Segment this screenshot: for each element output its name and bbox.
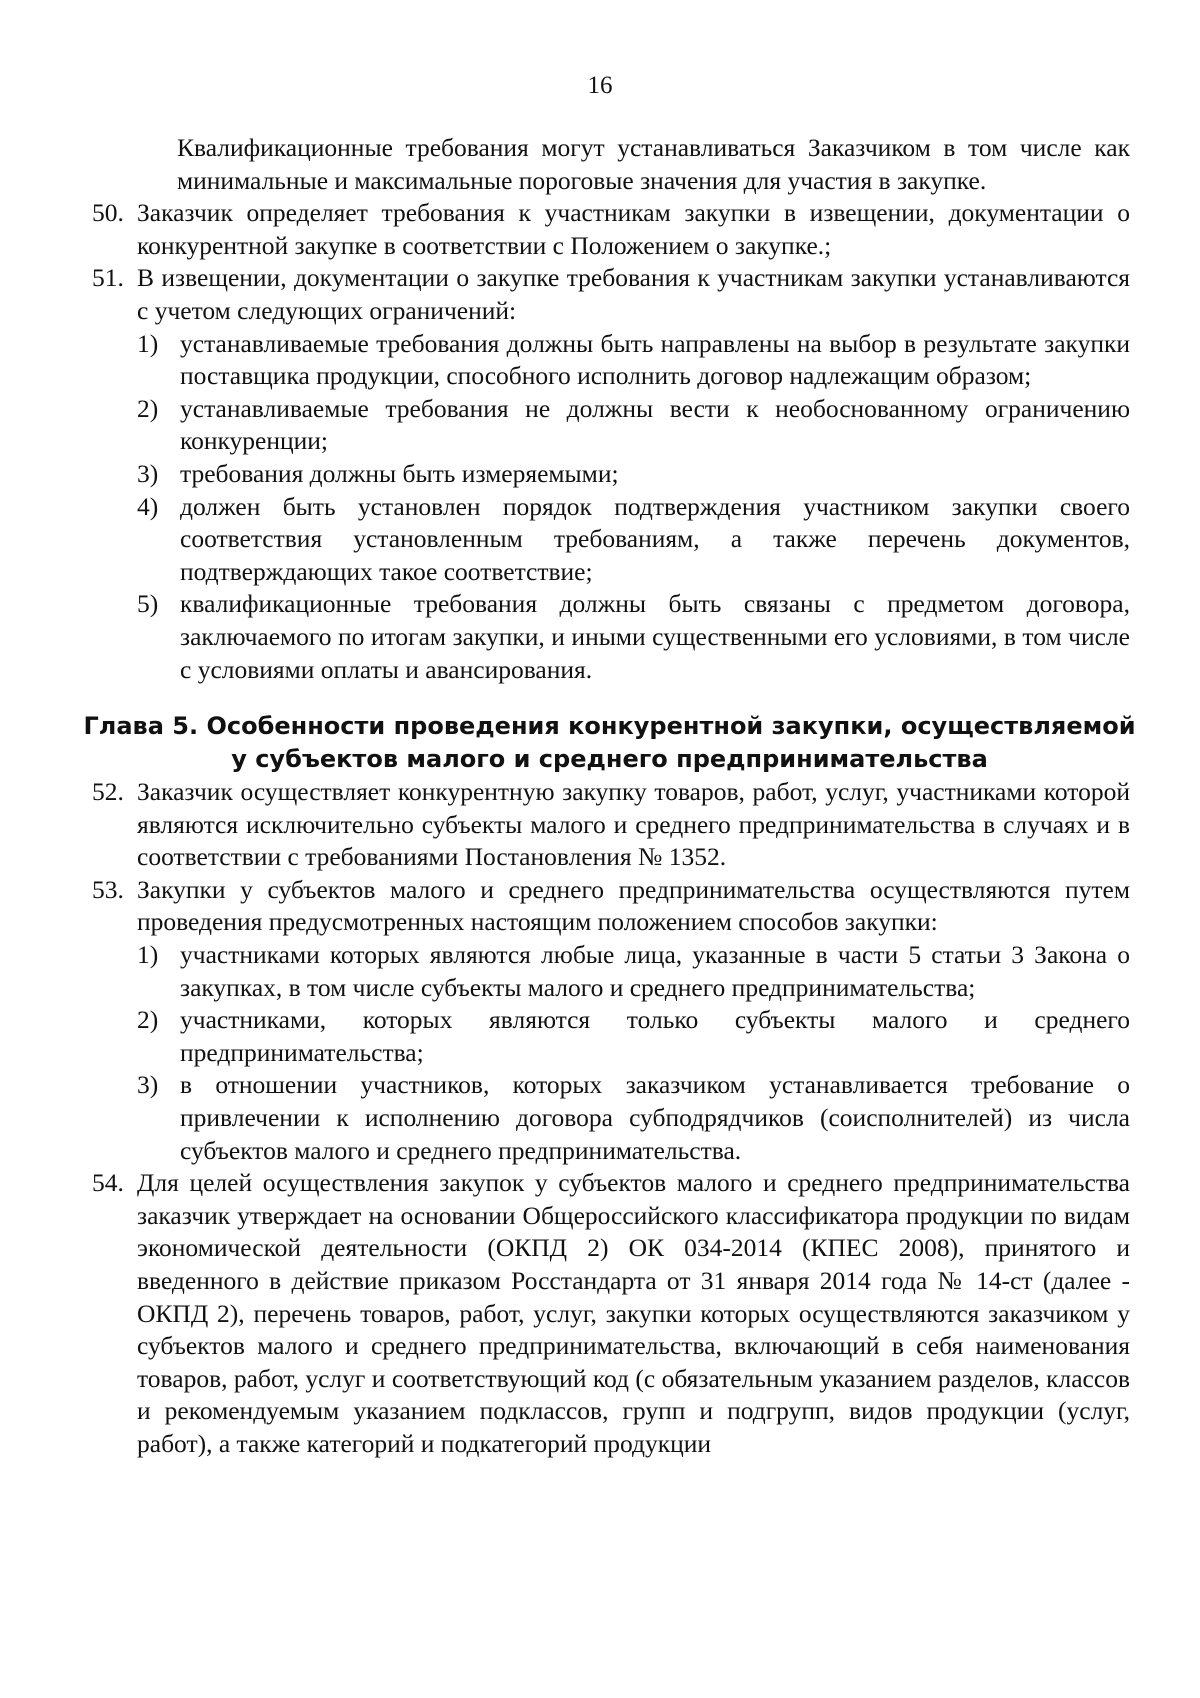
list-item bbox=[92, 1167, 1130, 1460]
item-number: 51. bbox=[92, 263, 124, 293]
numbered-paragraph bbox=[92, 1167, 1130, 1460]
sub-list-item bbox=[92, 491, 1130, 589]
numbered-list bbox=[92, 197, 1130, 686]
list-item bbox=[92, 776, 1130, 874]
list-item bbox=[92, 262, 1130, 686]
item-number: 54. bbox=[92, 1168, 124, 1198]
sub-list-item bbox=[92, 588, 1130, 686]
sub-item-text: квалификационные требования должны быть связаны с предметом договора, заключаемого по итогам закупки, и иными существенными его условиями, в том числе с условиями оплаты и авансирования. bbox=[180, 589, 1130, 684]
sub-item-text: должен быть установлен порядок подтверждения участником закупки своего соответствия установленным требованиям, а также перечень документов, подтверждающих такое соответствие; bbox=[180, 491, 1130, 586]
intro-paragraph: Квалификационные требования могут устанавливаться Заказчиком в том числе как минимальные и максимальные пороговые значения для участия в закупке. bbox=[177, 133, 1130, 195]
sub-item-text: устанавливаемые требования не должны вести к необоснованному ограничению конкуренции; bbox=[180, 393, 1130, 456]
sub-item-number: 3) bbox=[137, 1070, 159, 1100]
list-item bbox=[92, 874, 1130, 1167]
numbered-paragraph bbox=[92, 776, 1130, 874]
sub-item-text: в отношении участников, которых заказчиком устанавливается требование о привлечении к исполнению договора субподрядчиков (соисполнителей) из числа субъектов малого и среднего предпринимательства. bbox=[180, 1070, 1130, 1165]
numbered-paragraph bbox=[92, 262, 1130, 327]
item-text: Для целей осуществления закупок у субъектов малого и среднего предпринимательства заказчик утверждает на основании Общероссийского классификатора продукции по видам экономической деятельности (ОКПД 2) ОК 034-2014 (КПЕС 2008), принятого и введенного в действие приказом Росстандарта от 31 января 2014 года № 14-ст (далее - ОКПД 2), перечень товаров, работ, услуг, закупки которых осуществляются заказчиком у субъектов малого и среднего предпринимательства, включающий в себя наименования товаров, работ, услуг и соответствующий код (с обязательным указанием разделов, классов и рекомендуемым указанием подклассов, групп и подгрупп, видов продукции (услуг, работ), а также категорий и подкатегорий продукции bbox=[137, 1168, 1130, 1458]
sub-list-item bbox=[92, 328, 1130, 393]
sub-list-item bbox=[92, 393, 1130, 458]
sub-item-number: 1) bbox=[137, 940, 159, 970]
sub-list bbox=[92, 939, 1130, 1167]
sub-item-number: 3) bbox=[137, 458, 159, 488]
numbered-paragraph bbox=[92, 197, 1130, 262]
item-text: Заказчик определяет требования к участникам закупки в извещении, документации о конкурентной закупке в соответствии с Положением о закупке.; bbox=[137, 198, 1130, 260]
document-body bbox=[83, 132, 1136, 1461]
sub-list bbox=[92, 328, 1130, 687]
sub-list-item bbox=[92, 1069, 1130, 1167]
list-item bbox=[92, 197, 1130, 262]
sub-list-item bbox=[92, 939, 1130, 1004]
sub-item-number: 5) bbox=[137, 589, 159, 619]
item-text: Закупки у субъектов малого и среднего предпринимательства осуществляются путем проведения предусмотренных настоящим положением способов закупки: bbox=[137, 874, 1130, 937]
sub-item-text: требования должны быть измеряемыми; bbox=[180, 458, 619, 488]
item-number: 50. bbox=[92, 198, 124, 228]
chapter-heading: Глава 5. Особенности проведения конкурентной закупки, осуществляемой у субъектов малого и среднего предпринимательства bbox=[83, 712, 1136, 774]
sub-item-text: участниками, которых являются только субъекты малого и среднего предпринимательства; bbox=[180, 1005, 1130, 1067]
item-text: Заказчик осуществляет конкурентную закупку товаров, работ, услуг, участниками которой являются исключительно субъекты малого и среднего предпринимательства в случаях и в соответствии с требованиями Постановления № 1352. bbox=[137, 777, 1130, 872]
sub-item-text: устанавливаемые требования должны быть направлены на выбор в результате закупки поставщика продукции, способного исполнить договор надлежащим образом; bbox=[180, 328, 1130, 391]
item-number: 53. bbox=[92, 874, 124, 904]
sub-list-item bbox=[92, 458, 1130, 491]
item-text: В извещении, документации о закупке требования к участникам закупки устанавливаются с учетом следующих ограничений: bbox=[137, 263, 1130, 325]
sub-item-number: 2) bbox=[137, 393, 159, 423]
numbered-paragraph bbox=[92, 874, 1130, 939]
sub-item-number: 4) bbox=[137, 491, 159, 521]
page-number: 16 bbox=[587, 72, 613, 99]
sub-list-item bbox=[92, 1004, 1130, 1069]
sub-item-text: участниками которых являются любые лица, указанные в части 5 статьи 3 Закона о закупках, в том числе субъекты малого и среднего предпринимательства; bbox=[180, 940, 1130, 1002]
item-number: 52. bbox=[92, 777, 124, 807]
sub-item-number: 2) bbox=[137, 1005, 159, 1035]
sub-item-number: 1) bbox=[137, 328, 159, 358]
chapter-numbered-list bbox=[92, 776, 1130, 1460]
